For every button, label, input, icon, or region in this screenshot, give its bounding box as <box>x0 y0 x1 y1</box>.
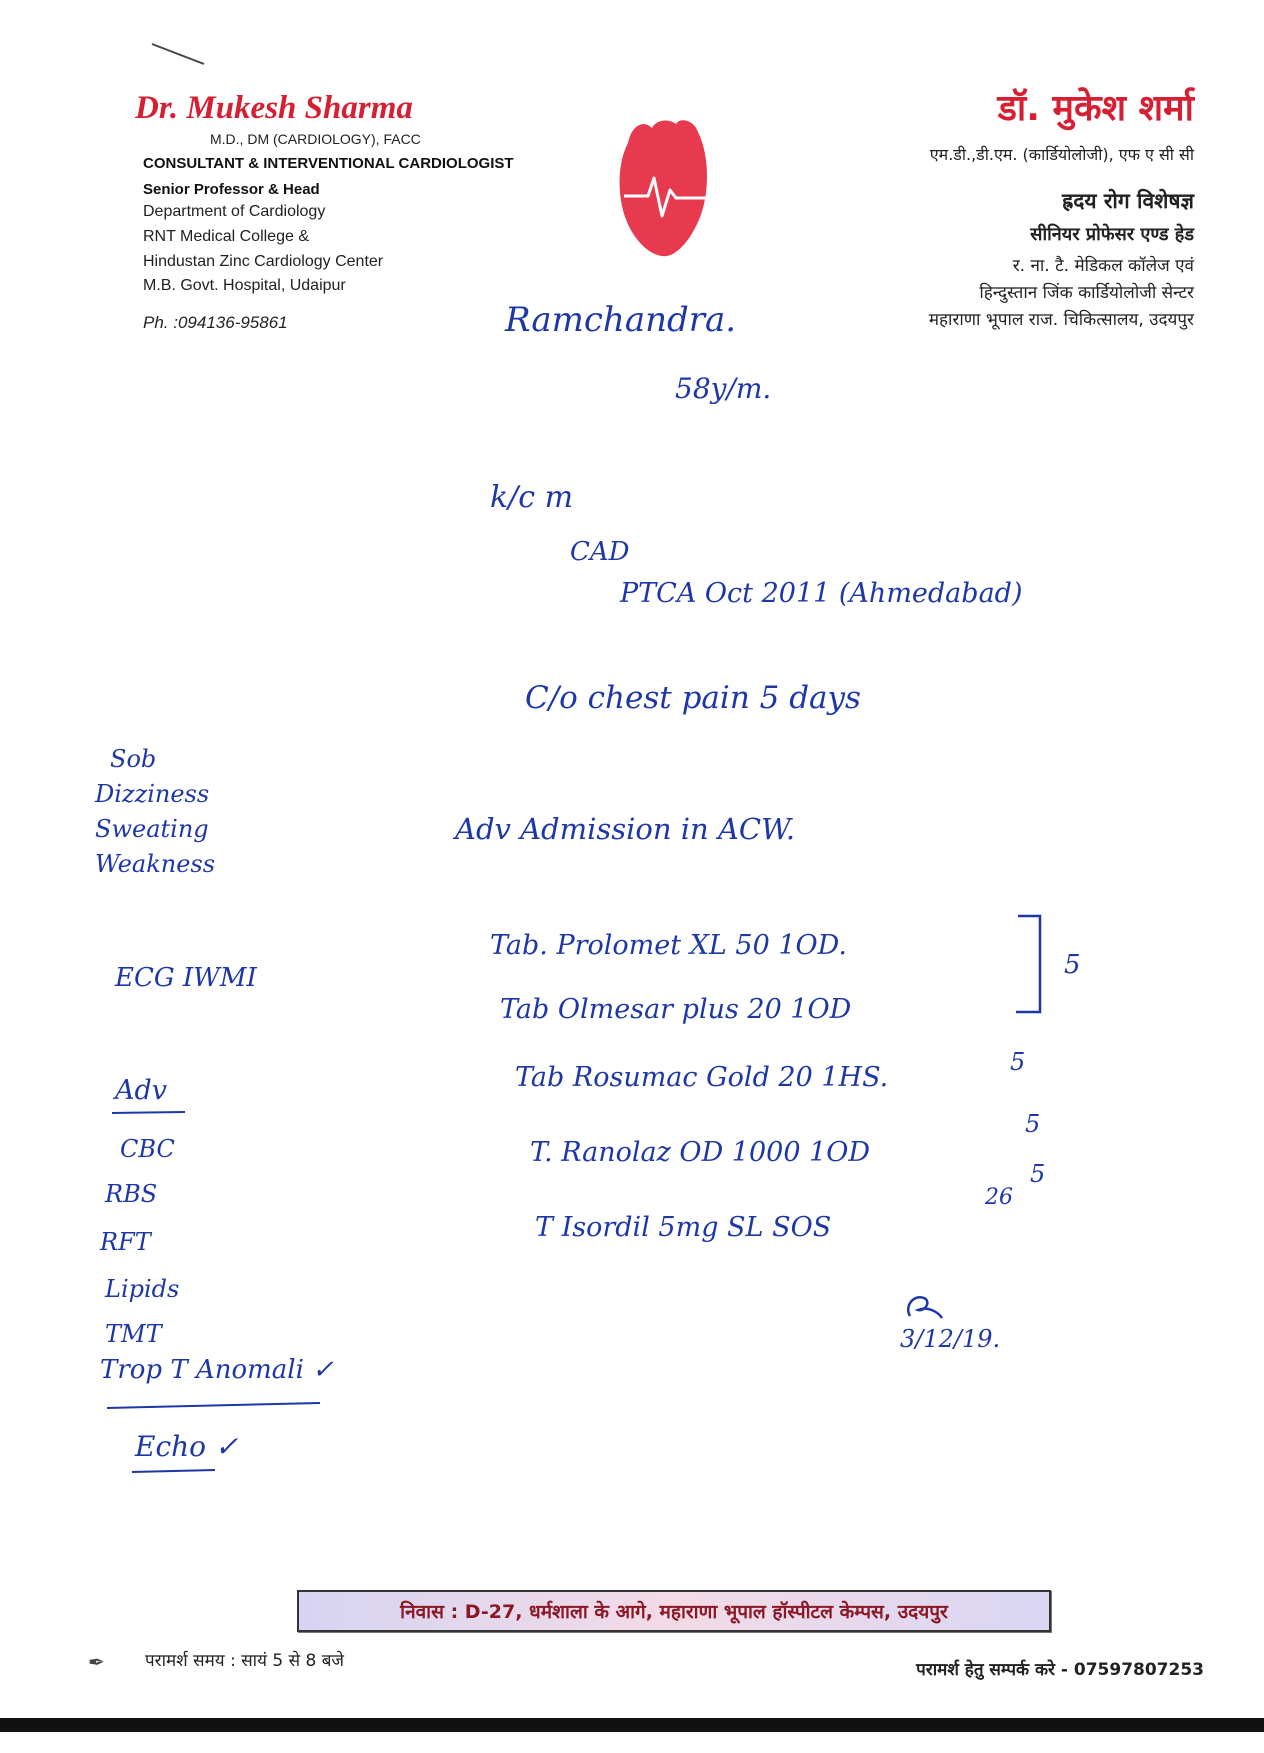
consultation-time: परामर्श समय : सायं 5 से 8 बजे <box>145 1651 345 1671</box>
medication-line: Tab Rosumac Gold 20 1HS. <box>515 1062 889 1093</box>
side-note: Sweating <box>95 815 209 843</box>
side-note: Sob <box>110 745 157 773</box>
medication-line: Tab Olmesar plus 20 1OD <box>500 994 852 1025</box>
qualifications-en: M.D., DM (CARDIOLOGY), FACC <box>210 131 421 147</box>
phone-number: Ph. :094136-95861 <box>143 313 288 332</box>
patient-name: Ramchandra. <box>505 300 737 340</box>
signature-mark <box>900 1288 950 1323</box>
scan-edge-bar <box>0 1718 1264 1732</box>
ecg-note: ECG IWMI <box>115 963 257 993</box>
underline-mark <box>105 1400 325 1412</box>
doctor-name-hi: डॉ. मुकेश शर्मा <box>997 88 1194 129</box>
test-item: RFT <box>100 1228 151 1256</box>
side-note: Weakness <box>95 850 216 878</box>
designation-en: CONSULTANT & INTERVENTIONAL CARDIOLOGIST <box>143 155 514 172</box>
affiliation-line-en: M.B. Govt. Hospital, Udaipur <box>143 277 346 294</box>
test-item: Trop T Anomali ✓ <box>100 1355 334 1385</box>
doctor-name-en: Dr. Mukesh Sharma <box>135 90 413 126</box>
history-line: PTCA Oct 2011 (Ahmedabad) <box>620 578 1023 609</box>
affiliation-line-hi: महाराणा भूपाल राज. चिकित्सालय, उदयपुर <box>928 310 1194 330</box>
medication-line: T. Ranolaz OD 1000 1OD <box>530 1137 871 1168</box>
medication-quantity: 26 <box>985 1185 1013 1210</box>
test-item: RBS <box>105 1180 158 1208</box>
pen-stroke-mark <box>150 40 210 70</box>
test-item: Lipids <box>105 1275 180 1303</box>
medication-quantity: 5 <box>1030 1160 1046 1188</box>
position-en: Senior Professor & Head <box>143 181 320 198</box>
contact-number: परामर्श हेतु सम्पर्क करे - 07597807253 <box>916 1660 1204 1680</box>
medication-line: Tab. Prolomet XL 50 1OD. <box>490 930 847 961</box>
affiliation-line-en: RNT Medical College & <box>143 228 309 245</box>
tests-header: Adv <box>115 1075 168 1106</box>
test-item: TMT <box>105 1320 162 1348</box>
pen-mark-icon: ✒ <box>88 1652 105 1674</box>
underline-mark <box>110 1108 190 1118</box>
history-line: k/c m <box>490 480 574 515</box>
residence-address-banner: निवास : D-27, धर्मशाला के आगे, महाराणा भूपाल हॉस्पीटल केम्पस, उदयपुर <box>297 1590 1051 1632</box>
heart-ecg-logo-icon <box>618 118 710 260</box>
patient-age: 58y/m. <box>675 372 772 405</box>
test-item: Echo ✓ <box>135 1430 239 1463</box>
prescription-date: 3/12/19. <box>900 1325 1001 1353</box>
affiliation-line-hi: र. ना. टै. मेडिकल कॉलेज एवं <box>1012 256 1194 276</box>
underline-mark <box>130 1466 220 1476</box>
side-note: Dizziness <box>95 780 210 808</box>
position-hi: सीनियर प्रोफेसर एण्ड हेड <box>1030 224 1194 245</box>
bracket-mark <box>1010 912 1055 1017</box>
advice-line: Adv Admission in ACW. <box>455 812 796 846</box>
affiliation-line-hi: हिन्दुस्तान जिंक कार्डियोलोजी सेन्टर <box>979 283 1194 303</box>
medication-quantity: 5 <box>1025 1110 1041 1138</box>
medication-quantity: 5 <box>1010 1048 1026 1076</box>
affiliation-line-en: Department of Cardiology <box>143 203 326 220</box>
group-quantity-mark: 5 <box>1064 950 1081 980</box>
qualifications-hi: एम.डी.,डी.एम. (कार्डियोलोजी), एफ ए सी सी <box>929 145 1194 164</box>
affiliation-line-en: Hindustan Zinc Cardiology Center <box>143 253 384 270</box>
test-item: CBC <box>120 1135 175 1163</box>
chief-complaint: C/o chest pain 5 days <box>525 680 861 716</box>
history-line: CAD <box>570 537 630 567</box>
medication-line: T Isordil 5mg SL SOS <box>535 1212 832 1243</box>
specialty-hi: ह्रदय रोग विशेषज्ञ <box>1062 189 1194 213</box>
